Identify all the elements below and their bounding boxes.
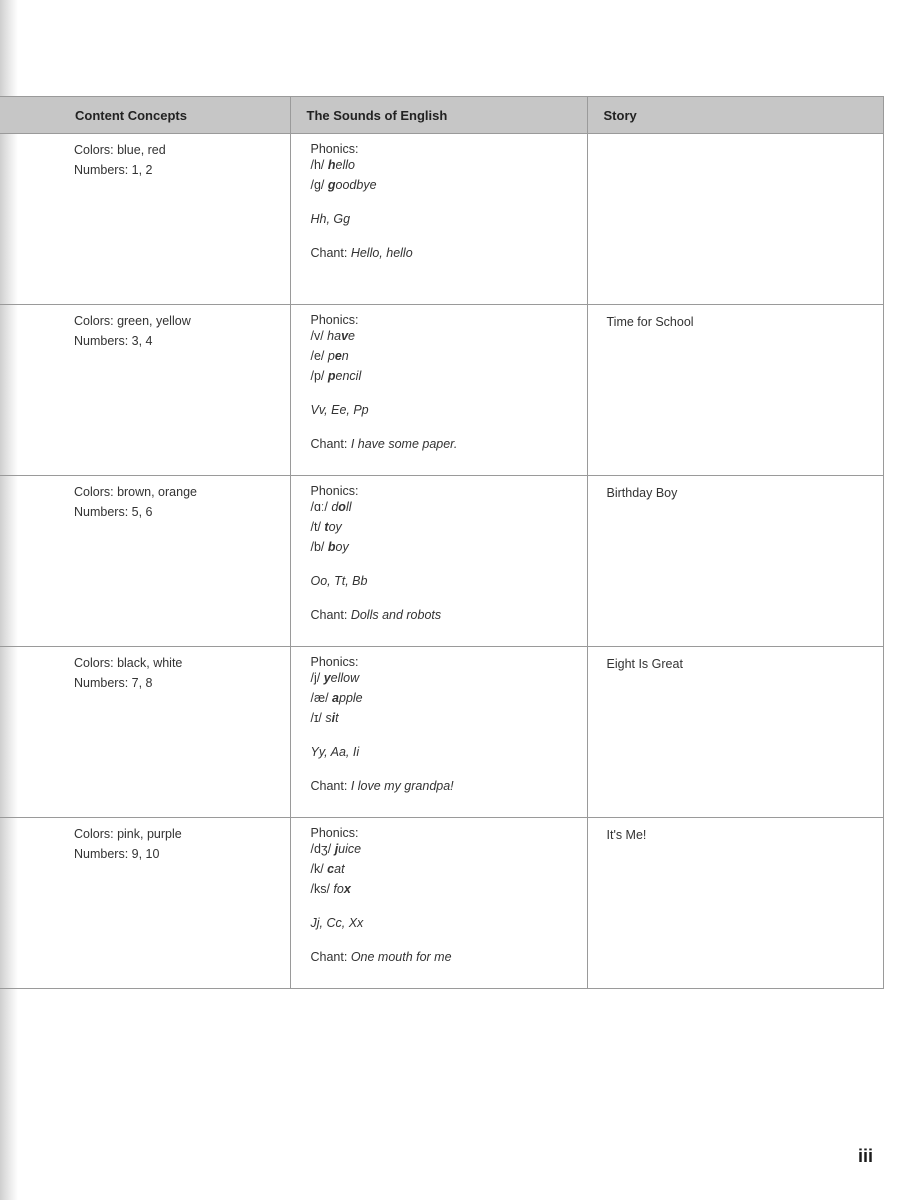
phonics-label: Phonics: bbox=[310, 826, 359, 840]
target-letter: t bbox=[324, 520, 329, 534]
concept-line: Numbers: 1, 2 bbox=[74, 163, 153, 177]
phonics-sound bbox=[311, 328, 577, 345]
content-concepts-cell bbox=[0, 134, 290, 305]
phonics-sound bbox=[311, 368, 577, 385]
word-suffix: pple bbox=[339, 691, 363, 705]
phonics-label: Phonics: bbox=[310, 313, 359, 327]
chant-title: Hello, hello bbox=[350, 246, 413, 260]
word-suffix: ello bbox=[335, 158, 355, 172]
phonics-sound bbox=[311, 670, 577, 687]
story-cell bbox=[587, 134, 883, 305]
concept-line: Numbers: 3, 4 bbox=[74, 334, 153, 348]
concept-line: Colors: black, white bbox=[74, 656, 183, 670]
story-cell: Birthday Boy bbox=[587, 476, 883, 647]
scope-and-sequence-table bbox=[0, 96, 884, 989]
table-body bbox=[0, 134, 883, 989]
concept-line: Colors: brown, orange bbox=[74, 485, 197, 499]
chant-line bbox=[311, 436, 577, 453]
concept-line: Colors: green, yellow bbox=[74, 314, 191, 328]
phonics-sound bbox=[311, 710, 577, 727]
sounds-of-english-cell bbox=[290, 305, 587, 476]
ipa-symbol: /dʒ/ bbox=[310, 842, 335, 856]
target-letter: j bbox=[334, 842, 339, 856]
ipa-symbol: /ɑː/ bbox=[310, 500, 332, 514]
target-letter: x bbox=[343, 882, 351, 896]
chant-label: Chant: bbox=[310, 437, 351, 451]
letter-pairs: Yy, Aa, Ii bbox=[310, 745, 360, 759]
chant-line bbox=[311, 607, 577, 624]
concept-line: Colors: pink, purple bbox=[74, 827, 182, 841]
chant-line bbox=[311, 949, 577, 966]
chant-label: Chant: bbox=[310, 608, 351, 622]
ipa-symbol: /v/ bbox=[310, 329, 328, 343]
phonics-sound bbox=[311, 519, 577, 536]
phonics-sound bbox=[311, 841, 577, 858]
header-story: Story bbox=[587, 97, 883, 134]
chant-title: I love my grandpa! bbox=[350, 779, 454, 793]
word-suffix: t bbox=[335, 711, 339, 725]
content-concepts-cell bbox=[0, 818, 290, 989]
ipa-symbol: /e/ bbox=[310, 349, 328, 363]
chant-label: Chant: bbox=[310, 246, 351, 260]
table-row bbox=[0, 476, 883, 647]
phonics-sound bbox=[311, 881, 577, 898]
ipa-symbol: /ks/ bbox=[310, 882, 334, 896]
story-cell: Time for School bbox=[587, 305, 883, 476]
content-concepts-cell bbox=[0, 647, 290, 818]
story-cell: It's Me! bbox=[587, 818, 883, 989]
concept-line: Numbers: 9, 10 bbox=[74, 847, 160, 861]
target-letter: p bbox=[327, 369, 336, 383]
ipa-symbol: /ɪ/ bbox=[310, 711, 326, 725]
concept-line: Numbers: 7, 8 bbox=[74, 676, 153, 690]
phonics-sound bbox=[311, 348, 577, 365]
phonics-sound bbox=[311, 177, 577, 194]
target-letter: y bbox=[323, 671, 331, 685]
word-suffix: oy bbox=[335, 540, 349, 554]
chant-label: Chant: bbox=[310, 950, 351, 964]
word-prefix: d bbox=[331, 500, 339, 514]
phonics-sound bbox=[311, 499, 577, 516]
concept-line: Colors: blue, red bbox=[74, 143, 166, 157]
word-suffix: uice bbox=[338, 842, 362, 856]
table-row bbox=[0, 647, 883, 818]
chant-label: Chant: bbox=[310, 779, 351, 793]
chant-title: Dolls and robots bbox=[350, 608, 442, 622]
sounds-of-english-cell bbox=[290, 647, 587, 818]
table-row bbox=[0, 818, 883, 989]
phonics-sound bbox=[311, 690, 577, 707]
target-letter: g bbox=[327, 178, 336, 192]
target-letter: v bbox=[341, 329, 349, 343]
table-row bbox=[0, 134, 883, 305]
ipa-symbol: /k/ bbox=[310, 862, 328, 876]
word-suffix: e bbox=[348, 329, 355, 343]
letter-pairs: Oo, Tt, Bb bbox=[310, 574, 368, 588]
target-letter: a bbox=[332, 691, 339, 705]
ipa-symbol: /g/ bbox=[310, 178, 328, 192]
target-letter: c bbox=[327, 862, 335, 876]
word-prefix: p bbox=[327, 349, 335, 363]
word-suffix: encil bbox=[335, 369, 362, 383]
ipa-symbol: /b/ bbox=[310, 540, 328, 554]
word-suffix: oodbye bbox=[335, 178, 377, 192]
target-letter: o bbox=[338, 500, 346, 514]
letter-pairs: Jj, Cc, Xx bbox=[310, 916, 364, 930]
phonics-sound bbox=[311, 539, 577, 556]
chant-title: I have some paper. bbox=[350, 437, 458, 451]
page-number: iii bbox=[857, 1146, 873, 1166]
ipa-symbol: /j/ bbox=[310, 671, 324, 685]
word-suffix: at bbox=[334, 862, 345, 876]
sounds-of-english-cell bbox=[290, 818, 587, 989]
letter-pairs: Vv, Ee, Pp bbox=[310, 403, 369, 417]
content-concepts-cell bbox=[0, 476, 290, 647]
ipa-symbol: /p/ bbox=[310, 369, 328, 383]
word-suffix: oy bbox=[328, 520, 342, 534]
header-content-concepts: Content Concepts bbox=[0, 97, 290, 134]
word-prefix: fo bbox=[333, 882, 344, 896]
phonics-sound bbox=[311, 861, 577, 878]
word-suffix: ellow bbox=[330, 671, 360, 685]
sounds-of-english-cell bbox=[290, 476, 587, 647]
table-row bbox=[0, 305, 883, 476]
concept-line: Numbers: 5, 6 bbox=[74, 505, 153, 519]
header-row bbox=[0, 97, 883, 134]
target-letter: h bbox=[327, 158, 336, 172]
word-prefix: s bbox=[325, 711, 332, 725]
phonics-sound bbox=[311, 157, 577, 174]
phonics-label: Phonics: bbox=[310, 655, 359, 669]
sounds-of-english-cell bbox=[290, 134, 587, 305]
chant-line bbox=[311, 778, 577, 795]
target-letter: e bbox=[334, 349, 342, 363]
phonics-label: Phonics: bbox=[310, 484, 359, 498]
content-concepts-cell bbox=[0, 305, 290, 476]
word-suffix: ll bbox=[345, 500, 352, 514]
word-prefix: ha bbox=[327, 329, 342, 343]
header-sounds-of-english: The Sounds of English bbox=[290, 97, 587, 134]
ipa-symbol: /æ/ bbox=[310, 691, 333, 705]
letter-pairs: Hh, Gg bbox=[310, 212, 351, 226]
story-cell: Eight Is Great bbox=[587, 647, 883, 818]
chant-line bbox=[311, 245, 577, 262]
target-letter: i bbox=[331, 711, 336, 725]
word-suffix: n bbox=[341, 349, 349, 363]
target-letter: b bbox=[327, 540, 336, 554]
phonics-label: Phonics: bbox=[310, 142, 359, 156]
chant-title: One mouth for me bbox=[350, 950, 452, 964]
ipa-symbol: /t/ bbox=[310, 520, 325, 534]
ipa-symbol: /h/ bbox=[310, 158, 328, 172]
